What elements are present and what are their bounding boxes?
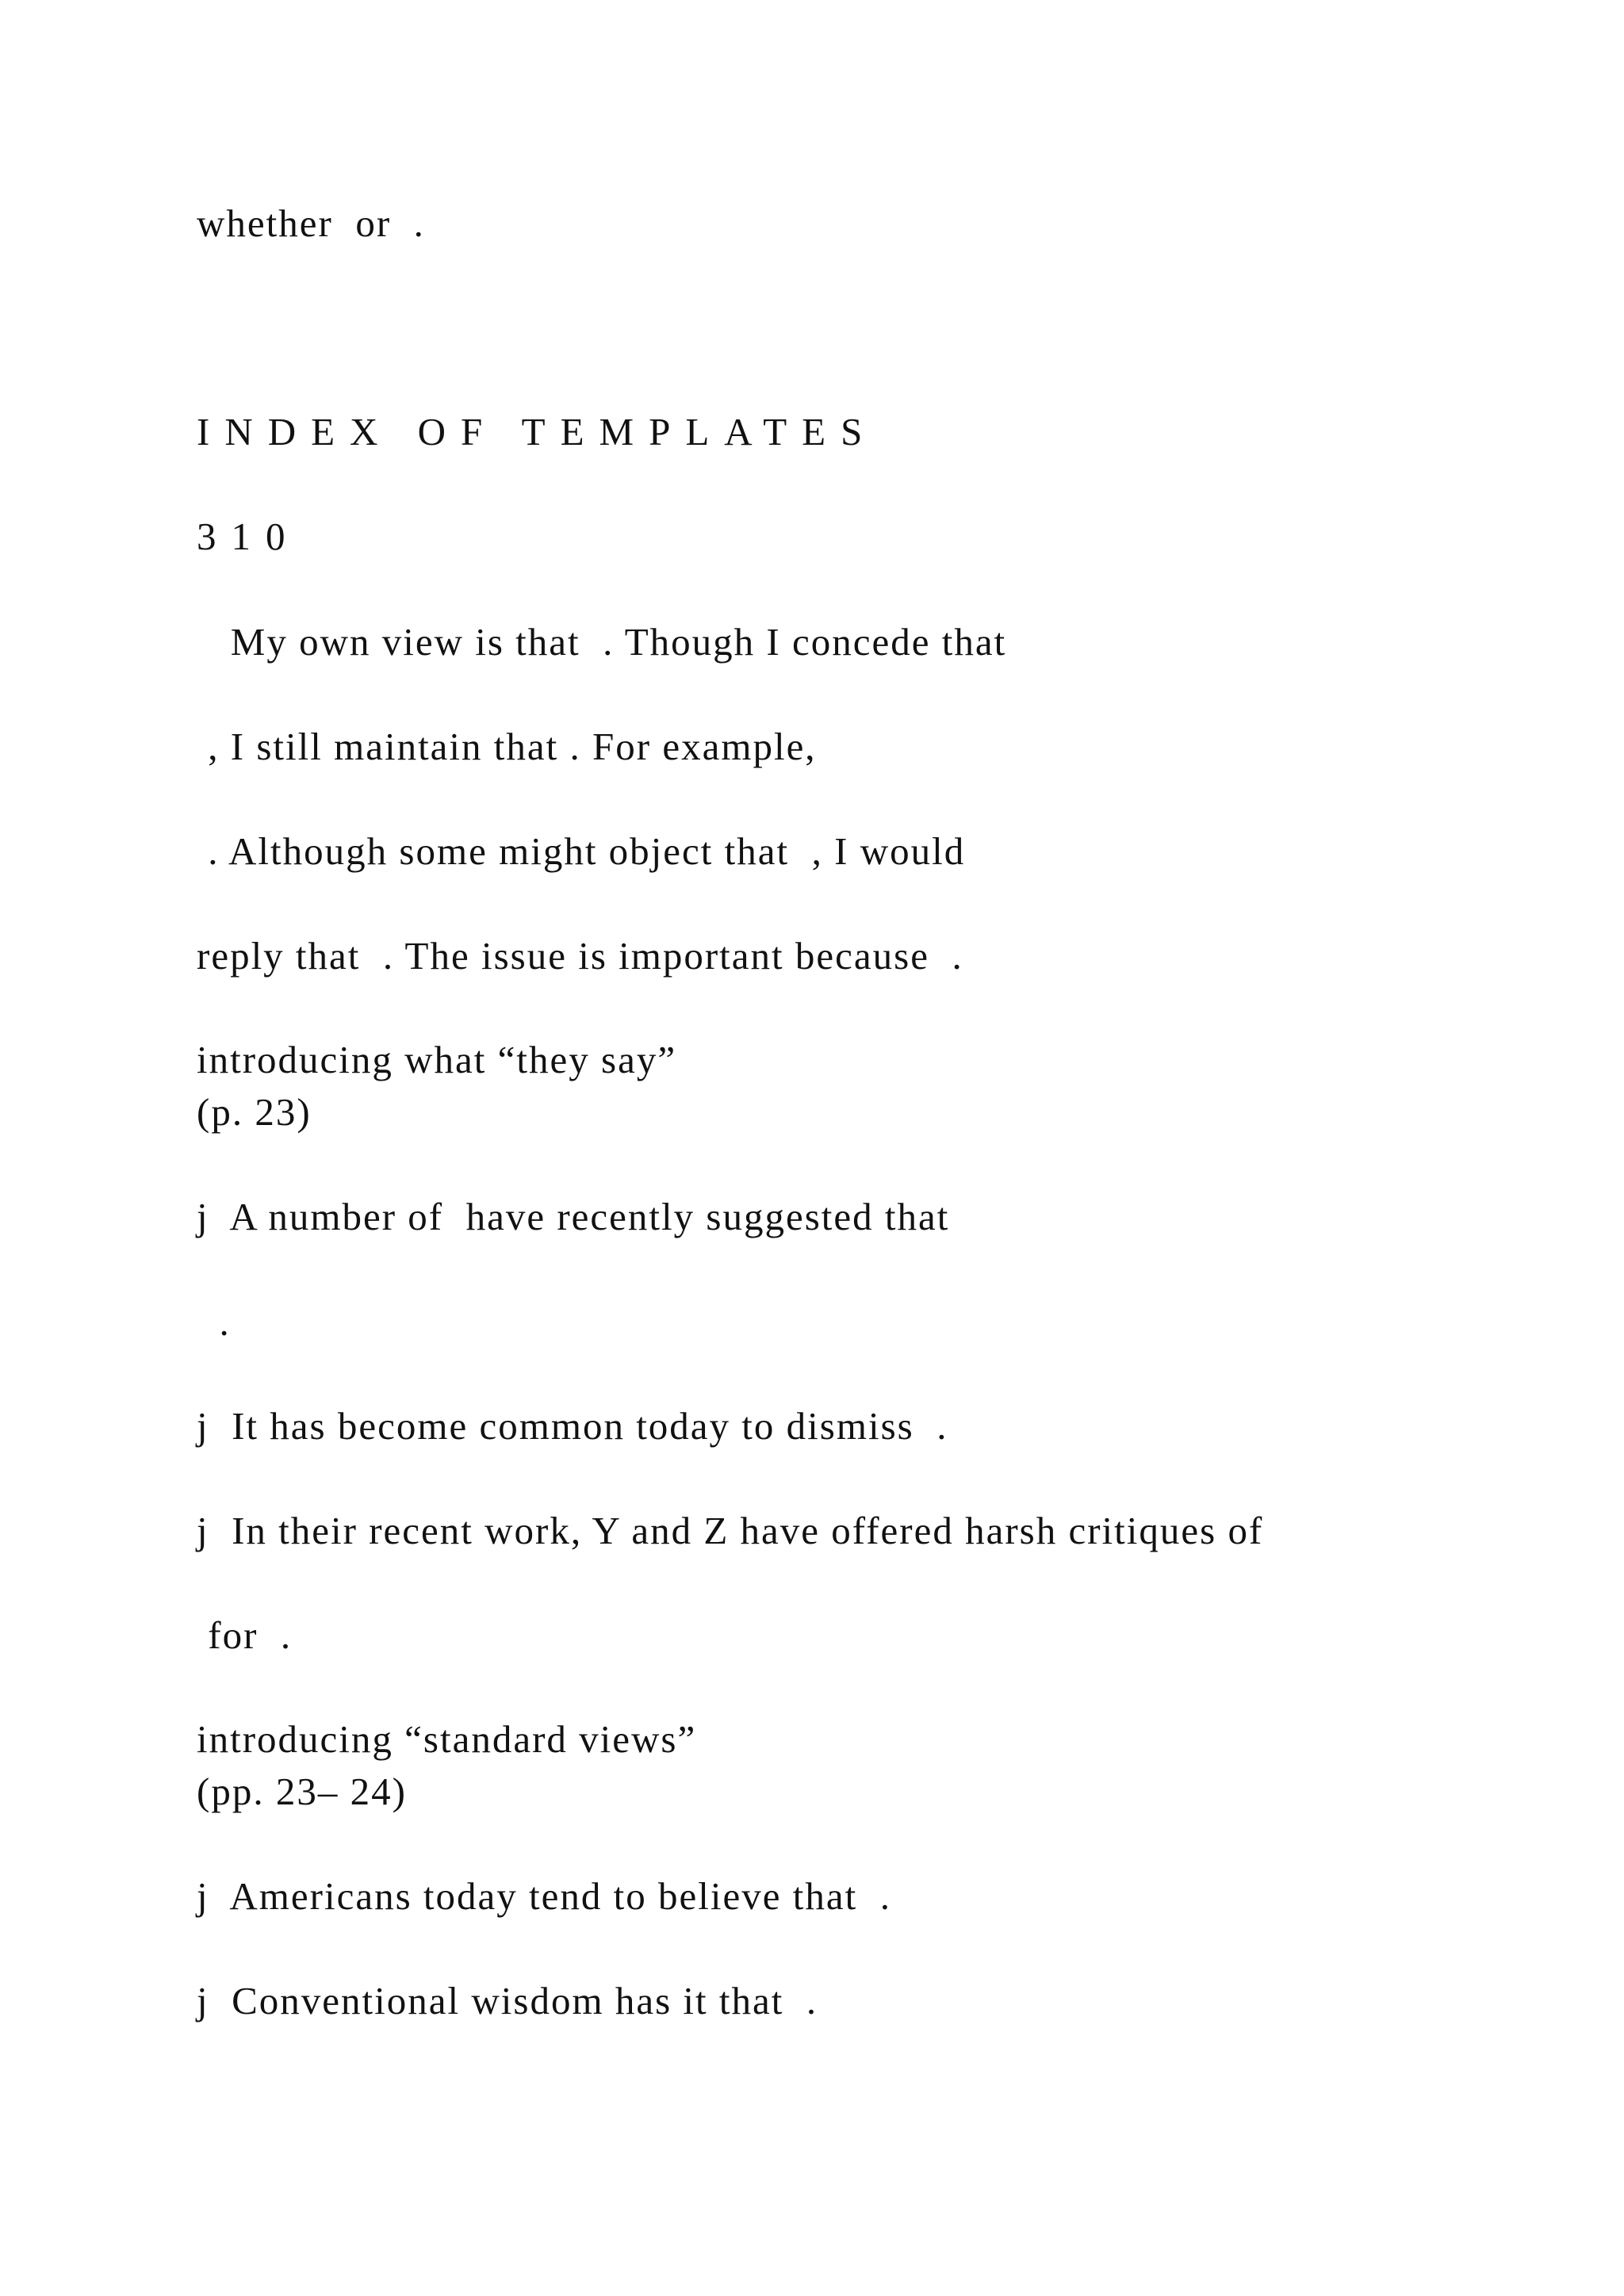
- template-category-caption: introducing “standard views” (pp. 23– 24): [197, 1717, 697, 1813]
- text-line: for .: [197, 1613, 293, 1657]
- template-line: j A number of have recently suggested that: [197, 1195, 950, 1238]
- text-line: .: [197, 1300, 231, 1344]
- template-line: j Conventional wisdom has it that .: [197, 1979, 818, 2022]
- template-category-caption: introducing what “they say” (p. 23): [197, 1038, 677, 1134]
- template-line: j In their recent work, Y and Z have offered harsh critiques of: [197, 1509, 1264, 1552]
- text-line: My own view is that . Though I concede that: [197, 620, 1007, 664]
- page-number: 310: [197, 515, 301, 558]
- text-line: whether or .: [197, 201, 425, 245]
- section-heading: INDEX OF TEMPLATES: [197, 410, 878, 453]
- text-line: , I still maintain that . For example,: [197, 725, 817, 768]
- template-line: j Americans today tend to believe that .: [197, 1874, 891, 1918]
- text-line: reply that . The issue is important because .: [197, 934, 963, 978]
- template-line: j It has become common today to dismiss .: [197, 1404, 948, 1448]
- text-line: . Although some might object that , I would: [197, 829, 966, 873]
